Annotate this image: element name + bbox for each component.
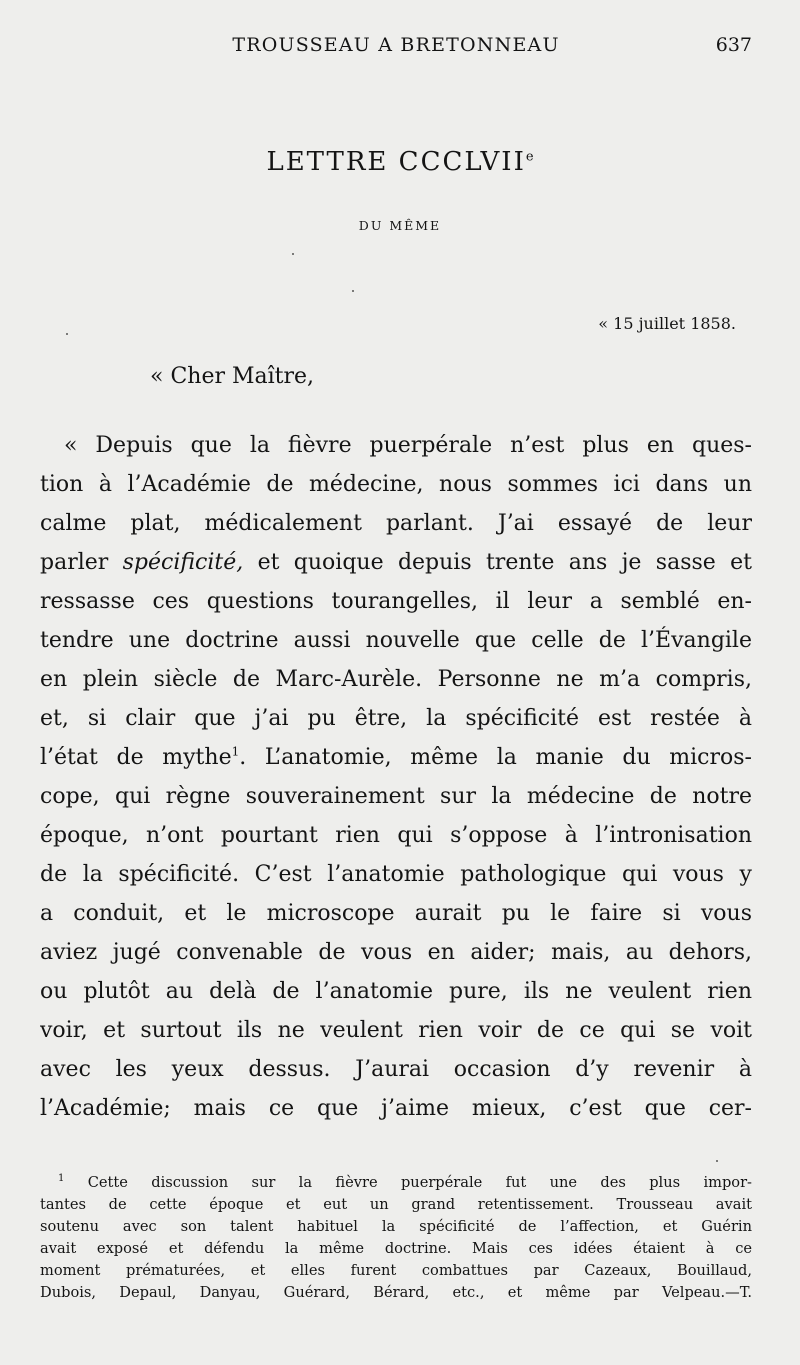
- footnote-marker[interactable]: 1: [231, 744, 240, 759]
- body-line: « Depuis que la fièvre puerpérale n’est plus en ques-: [64, 433, 752, 458]
- body-line: tion à l’Académie de médecine, nous sommes ici dans un: [40, 472, 752, 497]
- body-line: cope, qui règne souverainement sur la médecine de notre: [40, 784, 752, 809]
- footnote-line: [40, 1194, 752, 1216]
- page-number: 637: [715, 34, 752, 56]
- body-line-segment: parler: [40, 550, 123, 575]
- body-line: et, si clair que j’ai pu être, la spécificité est restée à: [40, 706, 752, 731]
- print-speck: [292, 253, 294, 255]
- footnote-number: 1: [58, 1173, 65, 1185]
- footnote-text: soutenu avec son talent habituel la spécificité de l’affection, et Guérin: [40, 1218, 752, 1235]
- salutation: « Cher Maître,: [150, 364, 315, 389]
- letter-body: [40, 426, 752, 1128]
- body-line-segment: et quoique depuis trente ans je sasse et: [243, 550, 752, 575]
- body-line-segment: l’état de mythe: [40, 745, 232, 770]
- body-line: en plein siècle de Marc-Aurèle. Personne ne m’a compris,: [40, 667, 752, 692]
- body-line: ou plutôt au delà de l’anatomie pure, ils ne veulent rien: [40, 979, 752, 1004]
- body-line: aviez jugé convenable de vous en aider; mais, au dehors,: [40, 940, 752, 965]
- body-line: de la spécificité. C’est l’anatomie pathologique qui vous y: [40, 862, 752, 887]
- print-speck: [352, 290, 354, 292]
- letter-title-text: LETTRE CCCLVII: [266, 147, 526, 177]
- print-speck: [66, 333, 68, 335]
- footnote-line: [40, 1282, 752, 1304]
- footnote-text: Dubois, Depaul, Danyau, Guérard, Bérard, etc., et même par Velpeau.—T.: [40, 1284, 752, 1301]
- body-line: l’Académie; mais ce que j’aime mieux, c’est que cer-: [40, 1096, 752, 1121]
- body-line: calme plat, médicalement parlant. J’ai essayé de leur: [40, 511, 752, 536]
- body-line: [40, 738, 752, 777]
- body-line: [40, 543, 752, 582]
- print-speck: [716, 1160, 718, 1162]
- footnote-text: tantes de cette époque et eut un grand retentissement. Trousseau avait: [40, 1196, 752, 1213]
- footnote-line: [40, 1216, 752, 1238]
- body-line: avec les yeux dessus. J’aurai occasion d’y revenir à: [40, 1057, 752, 1082]
- letter-date: « 15 juillet 1858.: [598, 314, 736, 333]
- body-line: ressasse ces questions tourangelles, il leur a semblé en-: [40, 589, 752, 614]
- footnotes: [40, 1172, 752, 1304]
- footnote-text: avait exposé et défendu la même doctrine. Mais ces idées étaient à ce: [40, 1240, 752, 1257]
- footnote-line: [40, 1238, 752, 1260]
- footnote-text: Cette discussion sur la fièvre puerpérale fut une des plus impor-: [64, 1174, 752, 1191]
- body-line: voir, et surtout ils ne veulent rien voir de ce qui se voit: [40, 1018, 752, 1043]
- running-title: TROUSSEAU A BRETONNEAU: [232, 34, 560, 56]
- letter-subtitle: DU MÊME: [358, 218, 442, 233]
- footnote-line: [40, 1260, 752, 1282]
- letter-title-superscript: e: [525, 149, 534, 165]
- running-head: [40, 34, 752, 62]
- footnote-text: moment prématurées, et elles furent combattues par Cazeaux, Bouillaud,: [40, 1262, 752, 1279]
- body-line-segment: . L’anatomie, même la manie du micros-: [239, 745, 752, 770]
- letter-title: [0, 147, 800, 177]
- footnote-line: [40, 1172, 752, 1194]
- body-line: a conduit, et le microscope aurait pu le faire si vous: [40, 901, 752, 926]
- italic-term: spécificité,: [122, 550, 244, 575]
- body-line: tendre une doctrine aussi nouvelle que celle de l’Évangile: [40, 628, 752, 653]
- body-line: époque, n’ont pourtant rien qui s’oppose à l’intronisation: [40, 823, 752, 848]
